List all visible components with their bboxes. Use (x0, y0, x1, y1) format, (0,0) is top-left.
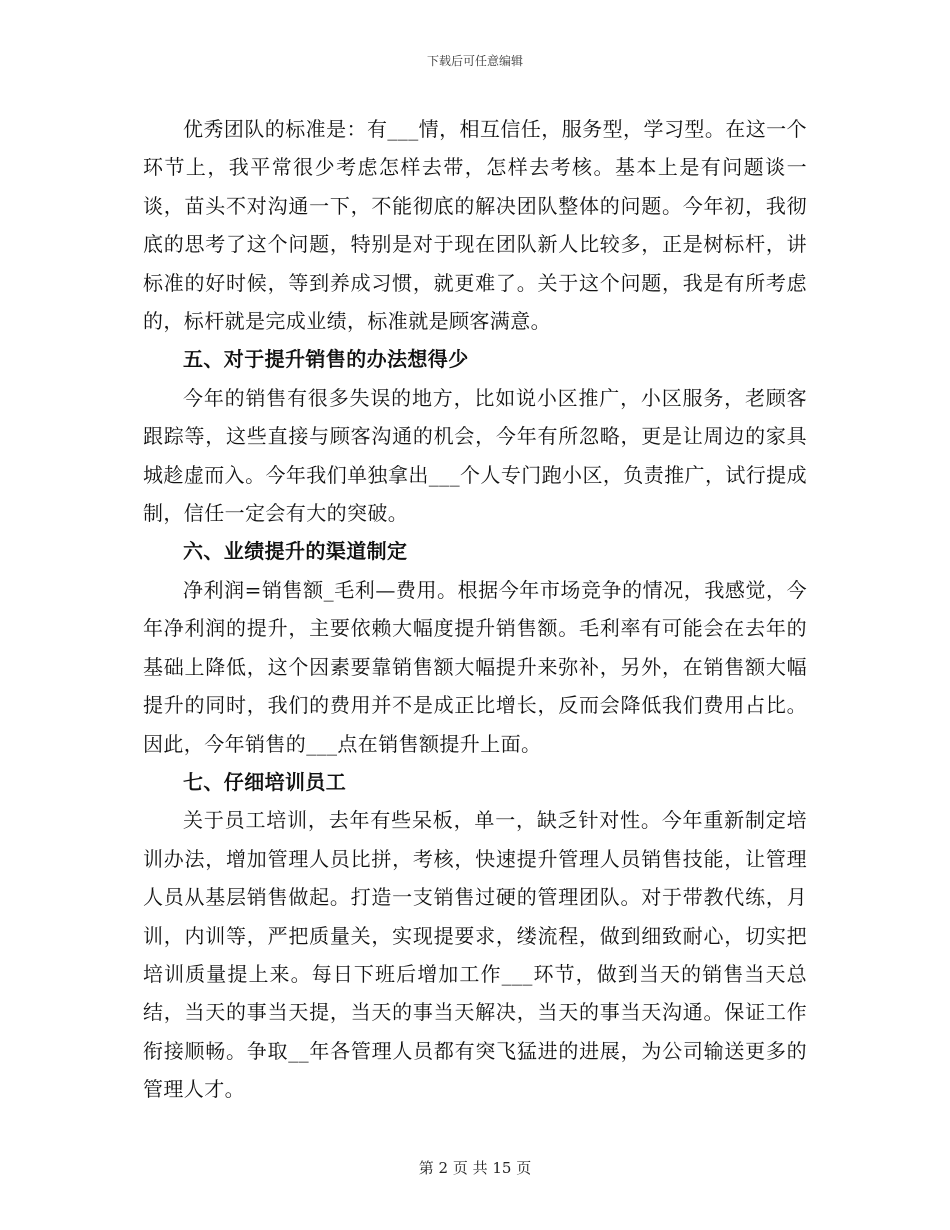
document-body (143, 110, 807, 1109)
section-heading-5: 五、对于提升销售的办法想得少 (183, 347, 469, 372)
paragraph-team-standard: 优秀团队的标准是：有___情，相互信任，服务型，学习型。在这一个环节上，我平常很少考虑怎样去带，怎样去考核。基本上是有问题谈一谈，苗头不对沟通一下，不能彻底的解决团队整体的问题。今年初，我彻底的思考了这个问题，特别是对于现在团队新人比较多，正是树标杆，讲标准的好时候，等到养成习惯，就更难了。关于这个问题，我是有所考虑的，标杆就是完成业绩，标准就是顾客满意。 (143, 117, 807, 334)
page-number: 第 2 页 共 15 页 (418, 1159, 532, 1177)
section-heading-6: 六、业绩提升的渠道制定 (183, 539, 408, 564)
paragraph-profit-channels: 净利润=销售额_毛利—费用。根据今年市场竞争的情况，我感觉，今年净利润的提升，主要依赖大幅度提升销售额。毛利率有可能会在去年的基础上降低，这个因素要靠销售额大幅提升来弥补，另外，在销售额大幅提升的同时，我们的费用并不是成正比增长，反而会降低我们费用占比。因此，今年销售的___点在销售额提升上面。 (143, 577, 807, 756)
paragraph-sales-methods: 今年的销售有很多失误的地方，比如说小区推广，小区服务，老顾客跟踪等，这些直接与顾客沟通的机会，今年有所忽略，更是让周边的家具城趁虚而入。今年我们单独拿出___个人专门跑小区，负责推广，试行提成制，信任一定会有大的突破。 (143, 385, 807, 526)
paragraph-staff-training: 关于员工培训，去年有些呆板，单一，缺乏针对性。今年重新制定培训办法，增加管理人员比拼，考核，快速提升管理人员销售技能，让管理人员从基层销售做起。打造一支销售过硬的管理团队。对于带教代练，月训，内训等，严把质量关，实现提要求，缕流程，做到细致耐心，切实把培训质量提上来。每日下班后增加工作___环节，做到当天的销售当天总结，当天的事当天提，当天的事当天解决，当天的事当天沟通。保证工作衔接顺畅。争取__年各管理人员都有突飞猛进的进展，为公司输送更多的管理人才。 (143, 808, 807, 1102)
section-heading-7: 七、仔细培训员工 (183, 769, 347, 794)
page-header: 下载后可任意编辑 (426, 54, 523, 68)
